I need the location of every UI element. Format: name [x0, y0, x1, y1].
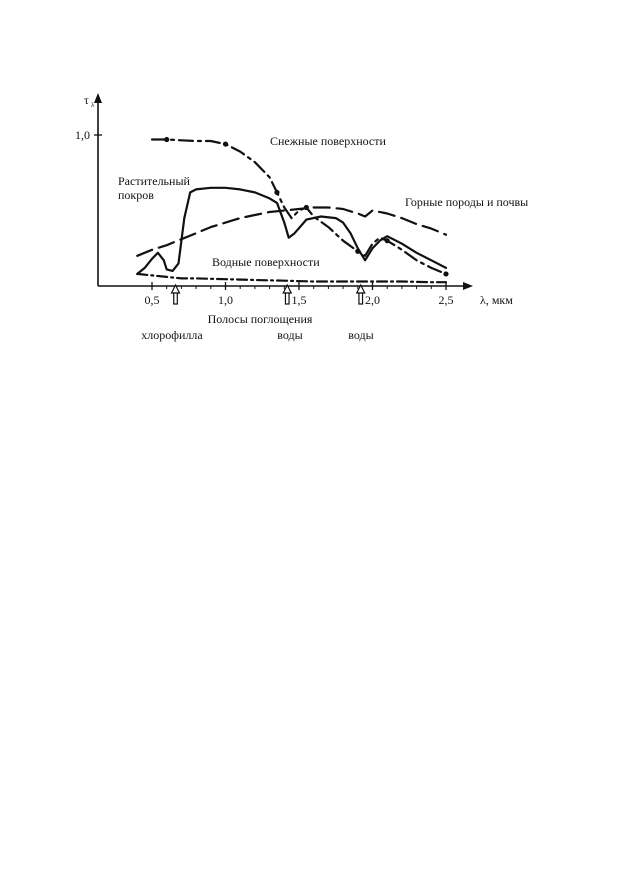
absorption-marker-label: воды: [277, 328, 303, 342]
x-tick-label: 2,0: [365, 293, 380, 307]
series-label-snow: Снежные поверхности: [270, 134, 386, 148]
series-point: [164, 137, 169, 142]
absorption-marker-label: воды: [348, 328, 374, 342]
y-axis-label-subscript: λ: [91, 101, 95, 109]
x-tick-label: 2,5: [438, 293, 454, 307]
x-tick-label: 1,0: [218, 293, 233, 307]
series-point: [443, 271, 448, 276]
labels-layer: [75, 93, 528, 342]
series-label-rocks: Горные породы и почвы: [405, 195, 529, 209]
series-point: [274, 190, 279, 195]
series-point: [385, 238, 390, 243]
y-axis-label: τ: [84, 93, 89, 107]
series-label-vegetation-line2: покров: [118, 188, 154, 202]
series-line-0: [152, 140, 446, 274]
absorption-caption: Полосы поглощения: [207, 312, 313, 326]
series-line-3: [137, 274, 446, 282]
x-axis-label: λ, мкм: [480, 293, 513, 307]
x-tick-label: 0,5: [144, 293, 160, 307]
x-tick-label: 1,5: [291, 293, 307, 307]
absorption-arrow-shaft: [174, 293, 178, 304]
x-axis-arrow: [463, 282, 473, 290]
series-layer: [137, 137, 448, 304]
y-axis-arrow: [94, 93, 102, 103]
absorption-arrow-shaft: [359, 293, 363, 304]
absorption-arrow-shaft: [285, 293, 289, 304]
series-label-vegetation-line1: Растительный: [118, 174, 190, 188]
series-point: [223, 141, 228, 146]
absorption-marker-label: хлорофилла: [141, 328, 203, 342]
series-label-water: Водные поверхности: [212, 255, 320, 269]
y-tick-label: 1,0: [75, 128, 90, 142]
